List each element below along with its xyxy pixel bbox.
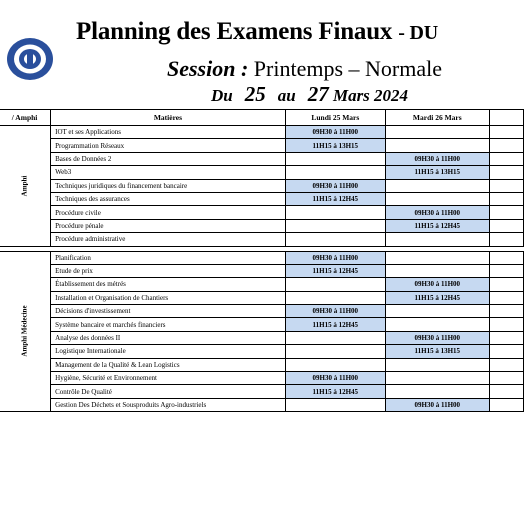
table-row bbox=[0, 398, 524, 411]
day3-slot bbox=[489, 278, 523, 291]
header-day1: Lundi 25 Mars bbox=[285, 110, 385, 126]
day2-slot bbox=[385, 372, 489, 385]
day3-slot bbox=[489, 358, 523, 371]
day1-slot: 11H15 à 12H45 bbox=[285, 318, 385, 331]
subject-cell: Gestion Des Déchets et Sousproduits Agro-industriels bbox=[51, 398, 286, 411]
day1-slot bbox=[285, 358, 385, 371]
subject-cell: Techniques des assurances bbox=[51, 192, 286, 205]
table-row bbox=[0, 152, 524, 165]
table-row bbox=[0, 385, 524, 398]
document-title: Planning des Examens Finaux - DU bbox=[76, 18, 439, 45]
table-row bbox=[0, 358, 524, 371]
day3-slot bbox=[489, 251, 523, 264]
day3-slot bbox=[489, 398, 523, 411]
table-row bbox=[0, 318, 524, 331]
session-value: Printemps – Normale bbox=[253, 56, 442, 81]
day2-slot: 11H15 à 13H15 bbox=[385, 166, 489, 179]
table-row bbox=[0, 331, 524, 344]
day1-slot: 09H30 à 11H00 bbox=[285, 179, 385, 192]
day1-slot: 09H30 à 11H00 bbox=[285, 305, 385, 318]
table-row bbox=[0, 278, 524, 291]
day2-slot bbox=[385, 179, 489, 192]
session-label: Session : bbox=[167, 56, 249, 81]
subject-cell: Décisions d'investissement bbox=[51, 305, 286, 318]
day3-slot bbox=[489, 219, 523, 232]
room-label: Amphi bbox=[0, 126, 51, 247]
day3-slot bbox=[489, 166, 523, 179]
day3-slot bbox=[489, 192, 523, 205]
day3-slot bbox=[489, 305, 523, 318]
subject-cell: Hygiène, Sécurité et Environnement bbox=[51, 372, 286, 385]
subject-cell: Installation et Organisation de Chantiers bbox=[51, 291, 286, 304]
subject-cell: Web3 bbox=[51, 166, 286, 179]
day2-slot: 09H30 à 11H00 bbox=[385, 206, 489, 219]
table-row bbox=[0, 251, 524, 264]
room-label: Amphi Médecine bbox=[0, 251, 51, 412]
day3-slot bbox=[489, 139, 523, 152]
day2-slot: 09H30 à 11H00 bbox=[385, 152, 489, 165]
table-row bbox=[0, 305, 524, 318]
day2-slot bbox=[385, 126, 489, 139]
day3-slot bbox=[489, 372, 523, 385]
table-row bbox=[0, 219, 524, 232]
day1-slot: 09H30 à 11H00 bbox=[285, 251, 385, 264]
day1-slot bbox=[285, 233, 385, 246]
subject-cell: Etude de prix bbox=[51, 264, 286, 277]
day2-slot: 11H15 à 12H45 bbox=[385, 219, 489, 232]
subject-cell: Procédure pénale bbox=[51, 219, 286, 232]
subject-cell: Programmation Réseaux bbox=[51, 139, 286, 152]
day2-slot bbox=[385, 305, 489, 318]
session-line bbox=[167, 56, 442, 82]
table-row bbox=[0, 179, 524, 192]
day2-slot bbox=[385, 318, 489, 331]
day3-slot bbox=[489, 152, 523, 165]
day1-slot bbox=[285, 206, 385, 219]
university-logo bbox=[6, 37, 54, 81]
subject-cell: Système bancaire et marchés financiers bbox=[51, 318, 286, 331]
subject-cell: Bases de Données 2 bbox=[51, 152, 286, 165]
table-row bbox=[0, 126, 524, 139]
table-row bbox=[0, 345, 524, 358]
day3-slot bbox=[489, 318, 523, 331]
table-row bbox=[0, 291, 524, 304]
day3-slot bbox=[489, 291, 523, 304]
day1-slot: 09H30 à 11H00 bbox=[285, 372, 385, 385]
day1-slot bbox=[285, 166, 385, 179]
day1-slot bbox=[285, 278, 385, 291]
day2-slot bbox=[385, 251, 489, 264]
day3-slot bbox=[489, 385, 523, 398]
day1-slot: 09H30 à 11H00 bbox=[285, 126, 385, 139]
day1-slot bbox=[285, 152, 385, 165]
day2-slot bbox=[385, 264, 489, 277]
day2-slot: 09H30 à 11H00 bbox=[385, 278, 489, 291]
day1-slot bbox=[285, 331, 385, 344]
day3-slot bbox=[489, 331, 523, 344]
header-room: / Amphi bbox=[0, 110, 51, 126]
day1-slot bbox=[285, 398, 385, 411]
table-row bbox=[0, 206, 524, 219]
table-row bbox=[0, 139, 524, 152]
subject-cell: Procédure administrative bbox=[51, 233, 286, 246]
day2-slot: 09H30 à 11H00 bbox=[385, 331, 489, 344]
day1-slot: 11H15 à 12H45 bbox=[285, 264, 385, 277]
day1-slot: 11H15 à 12H45 bbox=[285, 192, 385, 205]
day2-slot bbox=[385, 139, 489, 152]
day3-slot bbox=[489, 179, 523, 192]
subject-cell: Établissement des métrés bbox=[51, 278, 286, 291]
day3-slot bbox=[489, 345, 523, 358]
header-day2: Mardi 26 Mars bbox=[385, 110, 489, 126]
header-day3 bbox=[489, 110, 523, 126]
day2-slot bbox=[385, 358, 489, 371]
day1-slot: 11H15 à 13H15 bbox=[285, 139, 385, 152]
subject-cell: Contrôle De Qualité bbox=[51, 385, 286, 398]
exam-schedule-table bbox=[0, 109, 524, 412]
table-row bbox=[0, 192, 524, 205]
day1-slot bbox=[285, 219, 385, 232]
day2-slot: 11H15 à 13H15 bbox=[385, 345, 489, 358]
day3-slot bbox=[489, 126, 523, 139]
day1-slot bbox=[285, 345, 385, 358]
day2-slot: 09H30 à 11H00 bbox=[385, 398, 489, 411]
table-row bbox=[0, 166, 524, 179]
table-row bbox=[0, 372, 524, 385]
day3-slot bbox=[489, 233, 523, 246]
table-row bbox=[0, 233, 524, 246]
subject-cell: Techniques juridiques du financement bancaire bbox=[51, 179, 286, 192]
day2-slot: 11H15 à 12H45 bbox=[385, 291, 489, 304]
subject-cell: Logistique Internationale bbox=[51, 345, 286, 358]
date-range: Du 25 au 27 Mars 2024 bbox=[211, 82, 409, 106]
day1-slot: 11H15 à 12H45 bbox=[285, 385, 385, 398]
day3-slot bbox=[489, 264, 523, 277]
day2-slot bbox=[385, 192, 489, 205]
header-subjects: Matières bbox=[51, 110, 286, 126]
subject-cell: Management de la Qualité & Lean Logistics bbox=[51, 358, 286, 371]
subject-cell: Procédure civile bbox=[51, 206, 286, 219]
subject-cell: IOT et ses Applications bbox=[51, 126, 286, 139]
day3-slot bbox=[489, 206, 523, 219]
subject-cell: Planification bbox=[51, 251, 286, 264]
day2-slot bbox=[385, 233, 489, 246]
subject-cell: Analyse des données II bbox=[51, 331, 286, 344]
table-row bbox=[0, 264, 524, 277]
day1-slot bbox=[285, 291, 385, 304]
day2-slot bbox=[385, 385, 489, 398]
